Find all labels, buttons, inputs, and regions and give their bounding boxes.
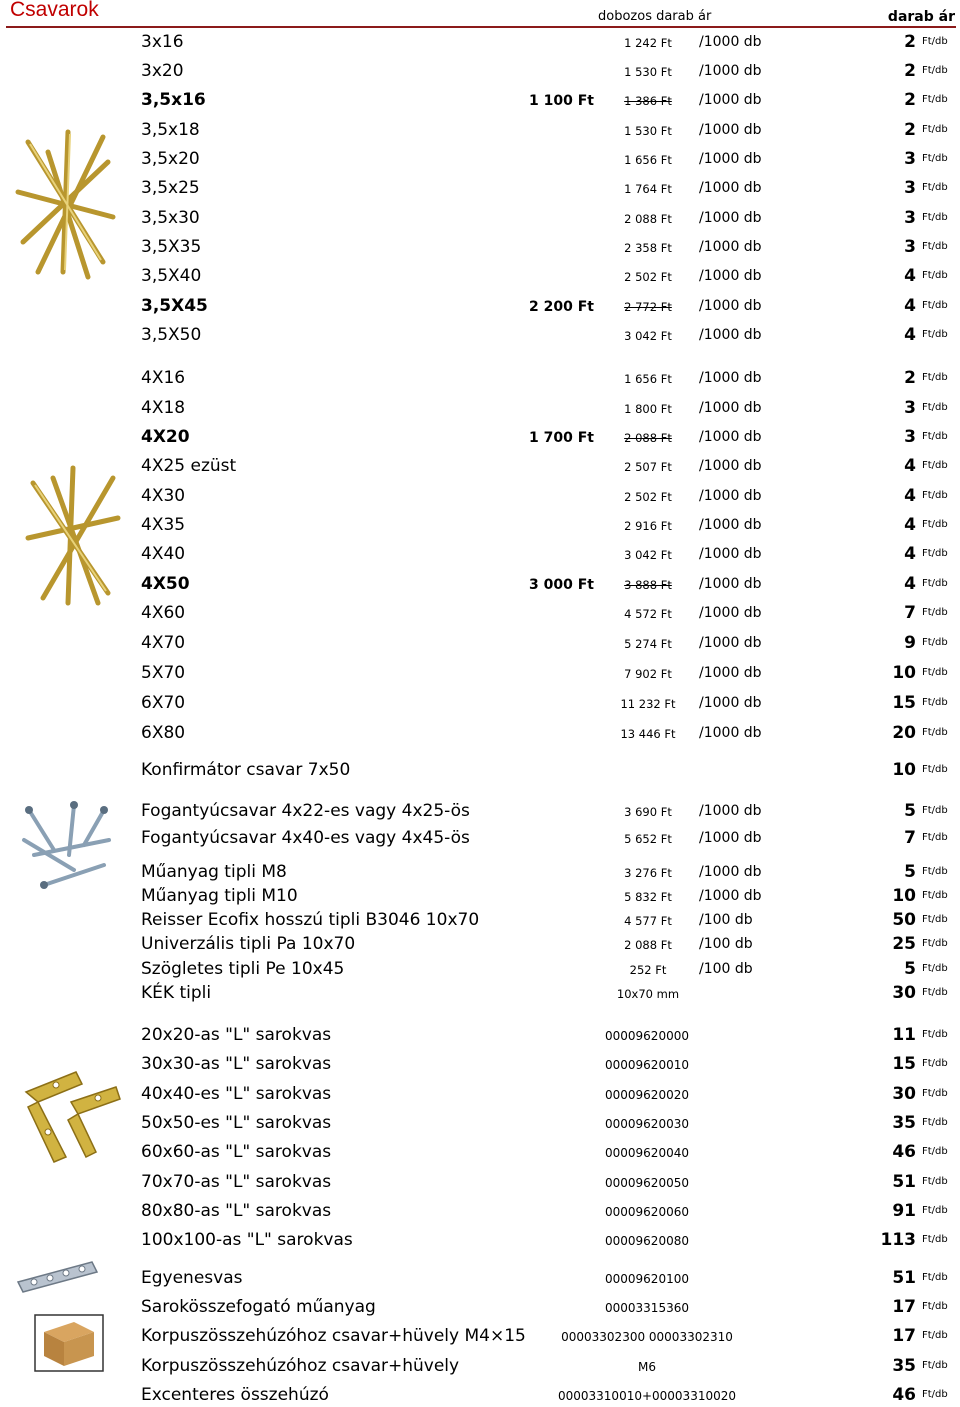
product-code: 00009620080 [605, 1234, 689, 1248]
product-name: Szögletes tipli Pe 10x45 [141, 959, 345, 979]
product-name: 80x80-as "L" sarokvas [141, 1201, 332, 1221]
sale-price: 2 200 Ft [529, 299, 594, 315]
table-row [0, 981, 960, 1005]
table-row [0, 908, 960, 932]
box-price: 2 088 Ft [624, 431, 672, 445]
table-row [0, 264, 960, 288]
pack-size: /1000 db [699, 327, 762, 343]
unit-label: Ft/db [922, 1176, 948, 1187]
pack-size: /1000 db [699, 864, 762, 880]
pack-size: /1000 db [699, 151, 762, 167]
unit-price: 30 [892, 1084, 916, 1104]
product-name: 3,5x20 [141, 149, 200, 169]
pack-size: /1000 db [699, 830, 762, 846]
box-price: 1 386 Ft [624, 94, 672, 108]
unit-label: Ft/db [922, 1301, 948, 1312]
unit-price: 30 [892, 983, 916, 1003]
product-name: 100x100-as "L" sarokvas [141, 1230, 353, 1250]
table-row [0, 1383, 960, 1407]
box-price: 1 764 Ft [624, 182, 672, 196]
unit-label: Ft/db [922, 1146, 948, 1157]
product-name: 6X70 [141, 693, 186, 713]
product-name: 40x40-es "L" sarokvas [141, 1084, 332, 1104]
page-title: Csavarok [10, 0, 99, 21]
table-row [0, 542, 960, 566]
pack-size: /100 db [699, 936, 753, 952]
unit-price: 25 [892, 934, 916, 954]
unit-price: 10 [892, 663, 916, 683]
table-row [0, 118, 960, 142]
unit-label: Ft/db [922, 241, 948, 252]
product-name: 4X30 [141, 486, 186, 506]
unit-price: 17 [892, 1326, 916, 1346]
unit-price: 15 [892, 1054, 916, 1074]
sale-price: 1 700 Ft [529, 430, 594, 446]
unit-label: Ft/db [922, 182, 948, 193]
pack-size: /100 db [699, 961, 753, 977]
unit-price: 7 [904, 828, 916, 848]
unit-price-header: darab ár [887, 9, 955, 25]
box-price: 1 656 Ft [624, 153, 672, 167]
box-price: 1 656 Ft [624, 372, 672, 386]
unit-label: Ft/db [922, 805, 948, 816]
table-row [0, 425, 960, 449]
table-row [0, 1266, 960, 1290]
unit-label: Ft/db [922, 329, 948, 340]
table-row [0, 572, 960, 596]
unit-price: 4 [904, 456, 916, 476]
unit-price: 3 [904, 149, 916, 169]
unit-price: 17 [892, 1297, 916, 1317]
unit-price: 2 [904, 90, 916, 110]
unit-price: 3 [904, 178, 916, 198]
product-code: 00009620040 [605, 1146, 689, 1160]
unit-label: Ft/db [922, 832, 948, 843]
unit-label: Ft/db [922, 1029, 948, 1040]
unit-price: 9 [904, 633, 916, 653]
product-name: 30x30-as "L" sarokvas [141, 1054, 332, 1074]
unit-label: Ft/db [922, 36, 948, 47]
product-name: Univerzális tipli Pa 10x70 [141, 934, 356, 954]
pack-size: /1000 db [699, 695, 762, 711]
unit-label: Ft/db [922, 431, 948, 442]
product-name: 4X18 [141, 398, 186, 418]
unit-price: 2 [904, 32, 916, 52]
unit-label: Ft/db [922, 963, 948, 974]
unit-label: Ft/db [922, 938, 948, 949]
box-price: 5 652 Ft [624, 832, 672, 846]
unit-price: 51 [892, 1172, 916, 1192]
unit-label: Ft/db [922, 890, 948, 901]
unit-price: 3 [904, 398, 916, 418]
product-name: 5X70 [141, 663, 186, 683]
box-price: 3 690 Ft [624, 805, 672, 819]
product-name: Korpuszösszehúzóhoz csavar+hüvely [141, 1356, 460, 1376]
product-name: Konfirmátor csavar 7x50 [141, 760, 351, 780]
unit-price: 2 [904, 368, 916, 388]
box-price: 2 358 Ft [624, 241, 672, 255]
product-name: Műanyag tipli M8 [141, 862, 287, 882]
table-row [0, 323, 960, 347]
product-name: Korpuszösszehúzóhoz csavar+hüvely M4×15 [141, 1326, 526, 1346]
unit-price: 4 [904, 544, 916, 564]
unit-label: Ft/db [922, 153, 948, 164]
unit-label: Ft/db [922, 578, 948, 589]
unit-price: 3 [904, 208, 916, 228]
product-name: 3,5x18 [141, 120, 200, 140]
product-name: Műanyag tipli M10 [141, 886, 298, 906]
unit-price: 2 [904, 120, 916, 140]
table-row [0, 1023, 960, 1047]
table-row [0, 601, 960, 625]
table-row [0, 1140, 960, 1164]
pack-size: /1000 db [699, 239, 762, 255]
product-name: Excenteres összehúzó [141, 1385, 329, 1405]
product-code: 00009620050 [605, 1176, 689, 1190]
unit-price: 20 [892, 723, 916, 743]
product-name: 3,5X40 [141, 266, 202, 286]
box-price: 1 242 Ft [624, 36, 672, 50]
table-row [0, 1170, 960, 1194]
unit-price: 46 [892, 1385, 916, 1405]
unit-label: Ft/db [922, 1330, 948, 1341]
unit-label: Ft/db [922, 65, 948, 76]
unit-label: Ft/db [922, 1389, 948, 1400]
table-row [0, 758, 960, 782]
product-name: Reisser Ecofix hosszú tipli B3046 10x70 [141, 910, 480, 930]
sale-price: 1 100 Ft [529, 93, 594, 109]
unit-price: 5 [904, 959, 916, 979]
box-price: 3 888 Ft [624, 578, 672, 592]
box-price: 10x70 mm [616, 987, 680, 1001]
pack-size: /1000 db [699, 34, 762, 50]
unit-label: Ft/db [922, 1272, 948, 1283]
unit-label: Ft/db [922, 519, 948, 530]
pack-size: /1000 db [699, 576, 762, 592]
box-price-header: dobozos darab ár [598, 9, 712, 24]
unit-price: 15 [892, 693, 916, 713]
pack-size: /1000 db [699, 429, 762, 445]
table-row [0, 661, 960, 685]
unit-label: Ft/db [922, 1360, 948, 1371]
pack-size: /1000 db [699, 725, 762, 741]
unit-price: 5 [904, 862, 916, 882]
box-price: 3 042 Ft [624, 548, 672, 562]
table-row [0, 59, 960, 83]
unit-label: Ft/db [922, 1117, 948, 1128]
table-row [0, 88, 960, 112]
table-row [0, 860, 960, 884]
unit-price: 91 [892, 1201, 916, 1221]
product-name: 4X20 [141, 427, 190, 447]
unit-price: 7 [904, 603, 916, 623]
unit-label: Ft/db [922, 490, 948, 501]
unit-label: Ft/db [922, 866, 948, 877]
pack-size: /1000 db [699, 635, 762, 651]
unit-label: Ft/db [922, 548, 948, 559]
product-name: 3x16 [141, 32, 184, 52]
unit-label: Ft/db [922, 94, 948, 105]
unit-label: Ft/db [922, 460, 948, 471]
pack-size: /1000 db [699, 605, 762, 621]
product-name: Fogantyúcsavar 4x40-es vagy 4x45-ös [141, 828, 470, 848]
unit-price: 5 [904, 801, 916, 821]
unit-label: Ft/db [922, 402, 948, 413]
unit-label: Ft/db [922, 1088, 948, 1099]
table-row [0, 366, 960, 390]
product-name: KÉK tipli [141, 983, 212, 1003]
product-name: 3,5x25 [141, 178, 200, 198]
pack-size: /1000 db [699, 298, 762, 314]
box-price: 13 446 Ft [620, 727, 676, 741]
unit-label: Ft/db [922, 727, 948, 738]
unit-price: 46 [892, 1142, 916, 1162]
pack-size: /100 db [699, 912, 753, 928]
product-name: 4X40 [141, 544, 186, 564]
unit-label: Ft/db [922, 124, 948, 135]
unit-label: Ft/db [922, 212, 948, 223]
box-price: 252 Ft [629, 963, 667, 977]
unit-price: 4 [904, 296, 916, 316]
table-row [0, 1354, 960, 1378]
table-row [0, 826, 960, 850]
unit-price: 3 [904, 237, 916, 257]
unit-label: Ft/db [922, 300, 948, 311]
table-row [0, 1082, 960, 1106]
box-price: 2 502 Ft [624, 490, 672, 504]
table-row [0, 513, 960, 537]
unit-label: Ft/db [922, 1058, 948, 1069]
unit-price: 113 [880, 1230, 916, 1250]
product-code: 00003310010+00003310020 [557, 1389, 737, 1403]
pack-size: /1000 db [699, 803, 762, 819]
product-code: 00003302300 00003302310 [561, 1330, 733, 1344]
unit-label: Ft/db [922, 697, 948, 708]
product-name: 3,5X35 [141, 237, 202, 257]
product-name: 20x20-as "L" sarokvas [141, 1025, 332, 1045]
unit-price: 11 [892, 1025, 916, 1045]
sale-price: 3 000 Ft [529, 577, 594, 593]
product-name: 4X25 ezüst [141, 456, 237, 476]
unit-price: 3 [904, 427, 916, 447]
table-row [0, 1295, 960, 1319]
unit-label: Ft/db [922, 637, 948, 648]
product-code: 00009620000 [605, 1029, 689, 1043]
unit-price: 35 [892, 1356, 916, 1376]
unit-price: 10 [892, 886, 916, 906]
table-row [0, 691, 960, 715]
pack-size: /1000 db [699, 122, 762, 138]
unit-price: 2 [904, 61, 916, 81]
product-name: Sarokösszefogató műanyag [141, 1297, 376, 1317]
unit-label: Ft/db [922, 607, 948, 618]
pack-size: /1000 db [699, 546, 762, 562]
pack-size: /1000 db [699, 370, 762, 386]
unit-label: Ft/db [922, 987, 948, 998]
pack-size: /1000 db [699, 180, 762, 196]
product-code: 00009620020 [605, 1088, 689, 1102]
unit-price: 4 [904, 574, 916, 594]
product-code: 00009620100 [605, 1272, 689, 1286]
table-row [0, 147, 960, 171]
pack-size: /1000 db [699, 268, 762, 284]
pack-size: /1000 db [699, 210, 762, 226]
pack-size: /1000 db [699, 63, 762, 79]
table-row [0, 721, 960, 745]
table-row [0, 631, 960, 655]
table-row [0, 799, 960, 823]
unit-price: 4 [904, 325, 916, 345]
unit-label: Ft/db [922, 270, 948, 281]
table-row [0, 1199, 960, 1223]
unit-label: Ft/db [922, 914, 948, 925]
unit-price: 51 [892, 1268, 916, 1288]
product-code: 00009620030 [605, 1117, 689, 1131]
box-price: 2 916 Ft [624, 519, 672, 533]
product-name: 3,5X45 [141, 296, 208, 316]
box-price: 4 577 Ft [624, 914, 672, 928]
table-row [0, 1052, 960, 1076]
product-name: 3,5x30 [141, 208, 200, 228]
product-code: 00009620060 [605, 1205, 689, 1219]
box-price: 1 530 Ft [624, 65, 672, 79]
box-price: 5 274 Ft [624, 637, 672, 651]
table-row [0, 396, 960, 420]
unit-label: Ft/db [922, 1234, 948, 1245]
unit-label: Ft/db [922, 764, 948, 775]
product-name: 4X70 [141, 633, 186, 653]
box-price: 4 572 Ft [624, 607, 672, 621]
product-name: 4X16 [141, 368, 186, 388]
unit-label: Ft/db [922, 372, 948, 383]
product-name: 6X80 [141, 723, 186, 743]
unit-price: 4 [904, 486, 916, 506]
unit-label: Ft/db [922, 667, 948, 678]
table-row [0, 294, 960, 318]
unit-price: 4 [904, 266, 916, 286]
product-code: M6 [638, 1360, 656, 1374]
table-row [0, 206, 960, 230]
box-price: 5 832 Ft [624, 890, 672, 904]
box-price: 3 042 Ft [624, 329, 672, 343]
unit-price: 35 [892, 1113, 916, 1133]
pack-size: /1000 db [699, 888, 762, 904]
box-price: 2 088 Ft [624, 938, 672, 952]
table-row [0, 957, 960, 981]
box-price: 2 088 Ft [624, 212, 672, 226]
box-price: 2 502 Ft [624, 270, 672, 284]
product-name: Fogantyúcsavar 4x22-es vagy 4x25-ös [141, 801, 470, 821]
box-price: 1 800 Ft [624, 402, 672, 416]
header-divider [6, 26, 956, 28]
box-price: 1 530 Ft [624, 124, 672, 138]
table-row [0, 454, 960, 478]
pack-size: /1000 db [699, 517, 762, 533]
product-name: 3,5X50 [141, 325, 202, 345]
unit-price: 50 [892, 910, 916, 930]
unit-price: 4 [904, 515, 916, 535]
pack-size: /1000 db [699, 458, 762, 474]
product-name: 4X50 [141, 574, 190, 594]
product-name: Egyenesvas [141, 1268, 243, 1288]
product-name: 4X60 [141, 603, 186, 623]
table-row [0, 932, 960, 956]
table-row [0, 1111, 960, 1135]
product-code: 00003315360 [605, 1301, 689, 1315]
box-price: 7 902 Ft [624, 667, 672, 681]
box-price: 2 772 Ft [624, 300, 672, 314]
product-name: 70x70-as "L" sarokvas [141, 1172, 332, 1192]
pack-size: /1000 db [699, 488, 762, 504]
table-row [0, 484, 960, 508]
pack-size: /1000 db [699, 400, 762, 416]
product-name: 3x20 [141, 61, 184, 81]
box-price: 3 276 Ft [624, 866, 672, 880]
product-name: 60x60-as "L" sarokvas [141, 1142, 332, 1162]
table-row [0, 235, 960, 259]
product-code: 00009620010 [605, 1058, 689, 1072]
table-row [0, 884, 960, 908]
box-price: 2 507 Ft [624, 460, 672, 474]
pack-size: /1000 db [699, 92, 762, 108]
unit-price: 10 [892, 760, 916, 780]
unit-label: Ft/db [922, 1205, 948, 1216]
table-row [0, 1228, 960, 1252]
table-row [0, 30, 960, 54]
box-price: 11 232 Ft [620, 697, 676, 711]
product-name: 3,5x16 [141, 90, 206, 110]
pack-size: /1000 db [699, 665, 762, 681]
table-row [0, 176, 960, 200]
product-name: 50x50-es "L" sarokvas [141, 1113, 332, 1133]
table-row [0, 1324, 960, 1348]
product-name: 4X35 [141, 515, 186, 535]
